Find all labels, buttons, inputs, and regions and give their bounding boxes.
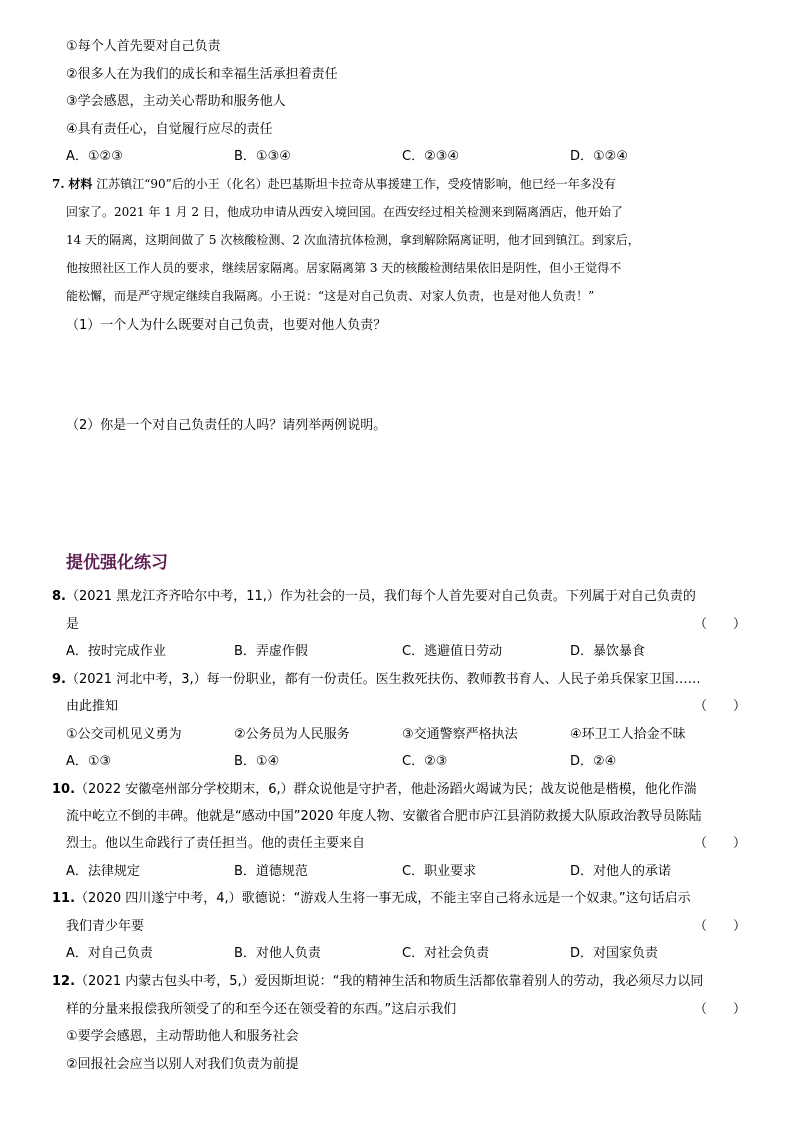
q7-subquestion-2: （2）你是一个对自己负责任的人吗？请列举两例说明。 (66, 418, 387, 433)
q6-statement-1: ①每个人首先要对自己负责 (66, 39, 221, 54)
q9-stem-text: （2021 河北中考，3,）每一份职业，都有一份责任。医生救死扶伤、教师教书育人、人民子弟兵保家卫国…… (65, 672, 701, 687)
q6-statement-2: ②很多人在为我们的成长和幸福生活承担着责任 (66, 67, 338, 82)
q7-material-line-1 (52, 176, 728, 192)
q8-number: 8. (52, 589, 66, 604)
q12-statement-1: ①要学会感恩，主动帮助他人和服务社会 (66, 1029, 299, 1044)
q8-stem-line-2: 是 (66, 617, 80, 632)
q12-stem-line-2: 样的分量来报偿我所领受了的和至今还在领受着的东西。”这启示我们 (66, 1002, 457, 1017)
q9-stem-line-1 (52, 672, 701, 688)
q8-option-d: D．暴饮暴食 (570, 644, 646, 659)
q12-stem-text: （2021 内蒙古包头中考，5,）爱因斯坦说：“我的精神生活和物质生活都依靠着别人的劳动，我必须尽力以同 (75, 974, 704, 989)
q9-statement-2: ②公务员为人民服务 (234, 727, 350, 742)
q10-option-a: A．法律规定 (66, 864, 140, 879)
q9-number: 9. (52, 672, 66, 687)
q8-stem-text: （2021 黑龙江齐齐哈尔中考，11,）作为社会的一员，我们每个人首先要对自己负责。下列属于对自己负责的 (65, 589, 696, 604)
q10-stem-line-2: 流中屹立不倒的丰碑。他就是“感动中国”2020 年度人物、安徽省合肥市庐江县消防救援大队原政治教导员陈陆 (66, 809, 702, 824)
q6-option-c: C．②③④ (402, 149, 460, 164)
q12-statement-2: ②回报社会应当以别人对我们负责为前提 (66, 1057, 299, 1072)
q7-material-line-2: 回家了。2021 年 1 月 2 日，他成功申请从西安入境回国。在西安经过相关检测来到隔离酒店，他开始了 (66, 205, 623, 219)
q11-number: 11. (52, 891, 76, 906)
q9-answer-blank: （ ） (694, 699, 747, 714)
q9-option-b: B．①④ (234, 754, 280, 769)
q10-stem-line-3: 烈士。他以生命践行了责任担当。他的责任主要来自 (66, 836, 366, 851)
q7-number: 7. (52, 177, 65, 191)
q12-number: 12. (52, 974, 76, 989)
q8-stem-line-1 (52, 589, 696, 605)
q7-material-line-3: 14 天的隔离，这期间做了 5 次核酸检测、2 次血清抗体检测，拿到解除隔离证明，他才回到镇江。到家后， (66, 233, 640, 247)
q12-answer-blank: （ ） (694, 1002, 747, 1017)
q10-option-d: D．对他人的承诺 (570, 864, 672, 879)
q10-answer-blank: （ ） (694, 836, 747, 851)
q6-option-d: D．①②④ (570, 149, 628, 164)
q8-option-a: A．按时完成作业 (66, 644, 166, 659)
q7-text-1: 江苏镇江“90”后的小王（化名）赴巴基斯坦卡拉奇从事援建工作，受疫情影响，他已经一年多没有 (96, 177, 616, 191)
q6-option-a: A．①②③ (66, 149, 123, 164)
q12-stem-line-1 (52, 974, 703, 990)
q11-stem-line-2: 我们青少年要 (66, 919, 145, 934)
q7-label: 材料 (68, 177, 93, 191)
q10-option-c: C．职业要求 (402, 864, 477, 879)
q10-stem-line-1 (52, 782, 697, 798)
q11-answer-blank: （ ） (694, 919, 747, 934)
q9-option-d: D．②④ (570, 754, 617, 769)
q9-statement-1: ①公交司机见义勇为 (66, 727, 182, 742)
q7-material-line-5: 能松懈，而是严守规定继续自我隔离。小王说：“这是对自己负责、对家人负责，也是对他人负责！” (66, 289, 595, 303)
section-title: 提优强化练习 (66, 553, 168, 573)
q9-statement-3: ③交通警察严格执法 (402, 727, 518, 742)
q11-option-d: D．对国家负责 (570, 946, 659, 961)
q11-option-c: C．对社会负责 (402, 946, 490, 961)
q6-option-b: B．①③④ (234, 149, 291, 164)
q8-option-c: C．逃避值日劳动 (402, 644, 503, 659)
q11-stem-text: （2020 四川遂宁中考，4,）歌德说：“游戏人生将一事无成，不能主宰自己将永远是一个奴隶。”这句话启示 (75, 891, 691, 906)
q7-subquestion-1: （1）一个人为什么既要对自己负责，也要对他人负责？ (66, 318, 387, 333)
q8-answer-blank: （ ） (694, 617, 747, 632)
q9-statement-4: ④环卫工人拾金不昧 (570, 727, 686, 742)
q9-option-a: A．①③ (66, 754, 112, 769)
q10-stem-text: （2022 安徽亳州部分学校期末，6,）群众说他是守护者，他赴汤蹈火竭诚为民；战友说他是楷模，他化作湍 (75, 782, 697, 797)
q9-stem-line-2: 由此推知 (66, 699, 119, 714)
q10-number: 10. (52, 782, 76, 797)
q10-option-b: B．道德规范 (234, 864, 308, 879)
q8-option-b: B．弄虚作假 (234, 644, 308, 659)
q7-material-line-4: 他按照社区工作人员的要求，继续居家隔离。居家隔离第 3 天的核酸检测结果依旧是阴性，但小王觉得不 (66, 261, 622, 275)
q11-stem-line-1 (52, 891, 691, 907)
q11-option-a: A．对自己负责 (66, 946, 153, 961)
q6-statement-3: ③学会感恩，主动关心帮助和服务他人 (66, 94, 286, 109)
q6-statement-4: ④具有责任心，自觉履行应尽的责任 (66, 122, 273, 137)
q9-option-c: C．②③ (402, 754, 448, 769)
q11-option-b: B．对他人负责 (234, 946, 321, 961)
